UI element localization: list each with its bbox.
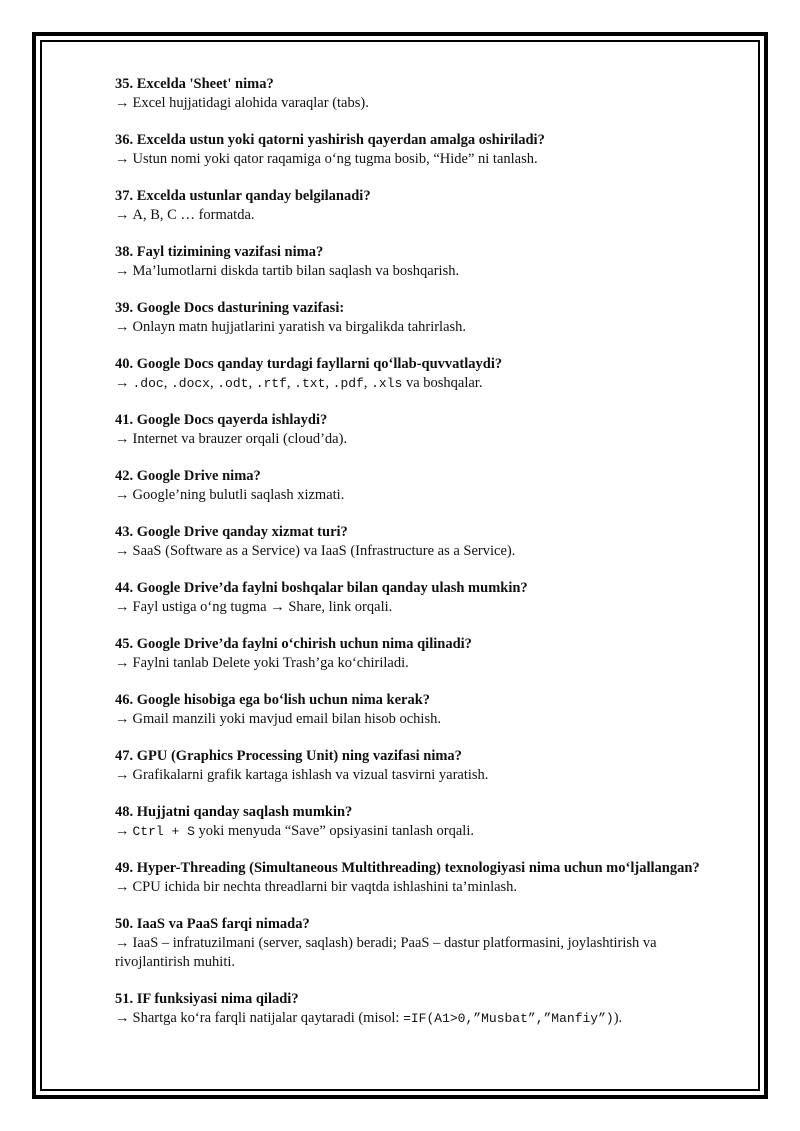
answer: → Grafikalarni grafik kartaga ishlash va vizual tasvirni yaratish. — [115, 767, 489, 783]
question: 39. Google Docs dasturining vazifasi: — [115, 300, 345, 316]
answer: → Ctrl + S yoki menyuda “Save” opsiyasini tanlash orqali. — [115, 823, 474, 839]
qa-item-38 — [115, 243, 730, 281]
arrow-icon: → — [115, 431, 130, 447]
question: 37. Excelda ustunlar qanday belgilanadi? — [115, 188, 371, 204]
arrow-icon: → — [115, 935, 130, 951]
qa-item-40 — [115, 355, 730, 393]
arrow-icon: → — [115, 207, 130, 223]
qa-item-45 — [115, 635, 730, 673]
qa-item-47 — [115, 747, 730, 785]
answer: → Faylni tanlab Delete yoki Trash’ga ko‘chiriladi. — [115, 655, 409, 671]
arrow-icon: → — [115, 151, 130, 167]
qa-item-44 — [115, 579, 730, 617]
answer: → .doc, .docx, .odt, .rtf, .txt, .pdf, .xls va boshqalar. — [115, 375, 483, 391]
qa-item-48 — [115, 803, 730, 841]
arrow-icon: → — [115, 655, 130, 671]
arrow-icon: → — [115, 95, 130, 111]
arrow-icon: → — [115, 263, 130, 279]
answer: → Excel hujjatidagi alohida varaqlar (tabs). — [115, 95, 369, 111]
qa-item-37 — [115, 187, 730, 225]
question: 46. Google hisobiga ega bo‘lish uchun nima kerak? — [115, 692, 431, 708]
arrow-icon: → — [115, 375, 130, 391]
arrow-icon: → — [115, 1010, 130, 1026]
answer: → Gmail manzili yoki mavjud email bilan hisob ochish. — [115, 711, 441, 727]
qa-item-42 — [115, 467, 730, 505]
question: 45. Google Drive’da faylni o‘chirish uchun nima qilinadi? — [115, 636, 472, 652]
question: 47. GPU (Graphics Processing Unit) ning vazifasi nima? — [115, 748, 462, 764]
answer: → Fayl ustiga o‘ng tugma → Share, link orqali. — [115, 599, 393, 615]
arrow-icon: → — [115, 599, 130, 615]
question: 44. Google Drive’da faylni boshqalar bilan qanday ulash mumkin? — [115, 580, 528, 596]
question: 35. Excelda 'Sheet' nima? — [115, 76, 274, 92]
answer: → CPU ichida bir nechta threadlarni bir vaqtda ishlashini ta’minlash. — [115, 879, 518, 895]
answer: → Ustun nomi yoki qator raqamiga o‘ng tugma bosib, “Hide” ni tanlash. — [115, 151, 538, 167]
question: 36. Excelda ustun yoki qatorni yashirish qayerdan amalga oshiriladi? — [115, 132, 545, 148]
question: 50. IaaS va PaaS farqi nimada? — [115, 916, 310, 932]
question: 42. Google Drive nima? — [115, 468, 261, 484]
question: 40. Google Docs qanday turdagi fayllarni qo‘llab-quvvatlaydi? — [115, 356, 503, 372]
answer: → SaaS (Software as a Service) va IaaS (Infrastructure as a Service). — [115, 543, 516, 559]
qa-item-35 — [115, 75, 730, 113]
question: 41. Google Docs qayerda ishlaydi? — [115, 412, 328, 428]
arrow-icon: → — [115, 879, 130, 895]
qa-item-50 — [115, 915, 730, 972]
arrow-icon: → — [115, 543, 130, 559]
arrow-icon: → — [115, 319, 130, 335]
answer: → IaaS – infratuzilmani (server, saqlash) beradi; PaaS – dastur platformasini, joylashtirish va rivojlantirish muhiti. — [115, 935, 657, 970]
qa-item-43 — [115, 523, 730, 561]
qa-item-51 — [115, 990, 730, 1028]
arrow-icon: → — [115, 767, 130, 783]
answer: → Onlayn matn hujjatlarini yaratish va birgalikda tahrirlash. — [115, 319, 467, 335]
arrow-icon: → — [115, 487, 130, 503]
qa-item-41 — [115, 411, 730, 449]
qa-item-49 — [115, 859, 730, 897]
answer: → Shartga ko‘ra farqli natijalar qaytaradi (misol: =IF(A1>0,”Musbat”,”Manfiy”)). — [115, 1010, 623, 1026]
question: 48. Hujjatni qanday saqlash mumkin? — [115, 804, 353, 820]
qa-list — [115, 75, 730, 1046]
question: 49. Hyper-Threading (Simultaneous Multithreading) texnologiyasi nima uchun mo‘ljallangan? — [115, 860, 700, 876]
question: 43. Google Drive qanday xizmat turi? — [115, 524, 348, 540]
arrow-icon: → — [115, 711, 130, 727]
arrow-icon: → — [115, 823, 130, 839]
answer: → Internet va brauzer orqali (cloud’da). — [115, 431, 348, 447]
question: 38. Fayl tizimining vazifasi nima? — [115, 244, 324, 260]
answer: → A, B, C … formatda. — [115, 207, 255, 223]
qa-item-46 — [115, 691, 730, 729]
question: 51. IF funksiyasi nima qiladi? — [115, 991, 299, 1007]
qa-item-39 — [115, 299, 730, 337]
qa-item-36 — [115, 131, 730, 169]
answer: → Google’ning bulutli saqlash xizmati. — [115, 487, 345, 503]
answer: → Ma’lumotlarni diskda tartib bilan saqlash va boshqarish. — [115, 263, 460, 279]
